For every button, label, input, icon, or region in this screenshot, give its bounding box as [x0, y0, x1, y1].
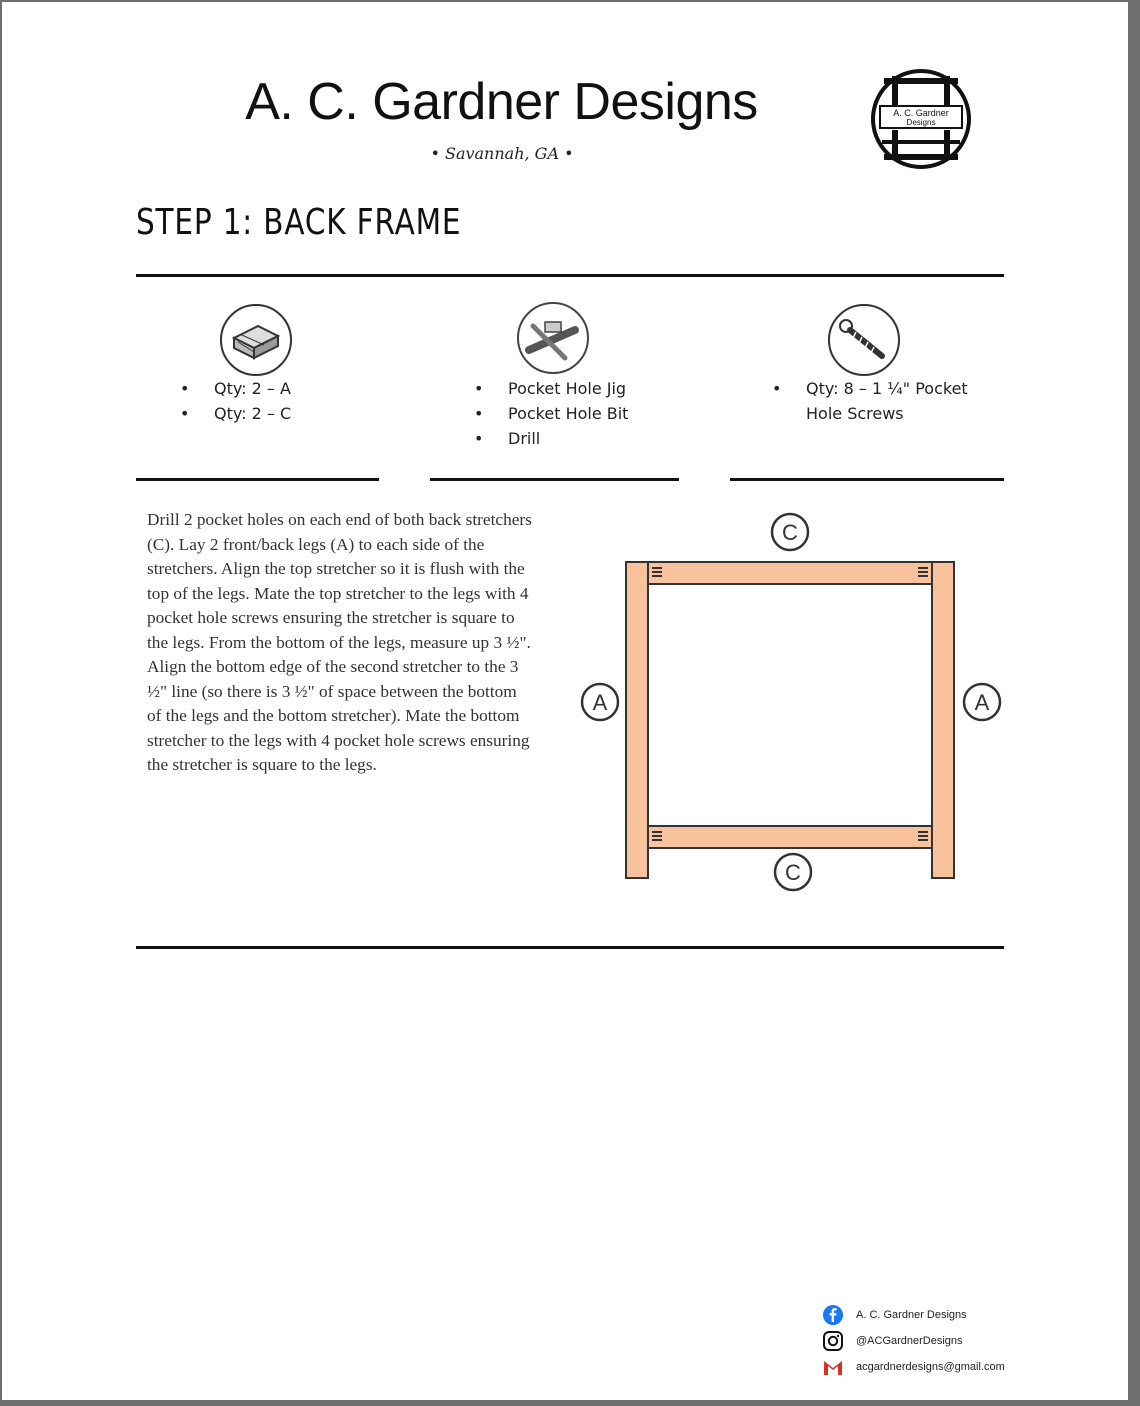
divider-top — [136, 274, 1004, 277]
list-item: • Qty: 2 – C — [180, 401, 291, 426]
document-page — [2, 2, 1128, 1400]
list-item: • Qty: 8 – 1 ¼" Pocket Hole Screws — [772, 376, 972, 426]
label-left — [582, 684, 618, 720]
step-title: STEP 1: BACK FRAME — [136, 202, 462, 243]
stretcher-bottom — [648, 826, 932, 848]
email-address: acgardnerdesigns@gmail.com — [856, 1361, 1005, 1373]
svg-text:C: C — [785, 860, 801, 885]
footer-facebook[interactable] — [822, 1302, 1062, 1328]
label-right — [964, 684, 1000, 720]
instagram-handle: @ACGardnerDesigns — [856, 1335, 963, 1347]
facebook-icon — [822, 1304, 844, 1326]
facebook-handle: A. C. Gardner Designs — [856, 1309, 967, 1321]
brand-location: • Savannah, GA • — [430, 144, 574, 163]
list-item: • Pocket Hole Jig — [474, 376, 628, 401]
screw-icon — [826, 302, 902, 378]
instructions-text: Drill 2 pocket holes on each end of both back stretchers (C). Lay 2 front/back legs (A) to each side of the stretchers. Align the top stretcher so it is flush with the top of the legs. Mate the top stretcher to the legs with 4 pocket hole screws ensuring the stretcher is square to the legs. From the bottom of the legs, measure up 3 ½". Align the bottom edge of the second stretcher to the 3 ½" line (so there is 3 ½" of space between the bottom of the legs and the bottom stretcher). Mate the bottom stretcher to the legs with 4 pocket hole screws ensuring the stretcher is square to the legs. — [147, 510, 532, 774]
svg-text:C: C — [782, 520, 798, 545]
brand-title: A. C. Gardner Designs — [245, 73, 758, 131]
divider-col-1 — [136, 478, 379, 481]
logo-text-line2: Designs — [906, 118, 936, 127]
stretcher-top — [648, 562, 932, 584]
back-frame-diagram — [562, 502, 1022, 902]
label-top — [772, 514, 808, 550]
leg-left — [626, 562, 648, 878]
divider-bottom — [136, 946, 1004, 949]
list-item: • Drill — [474, 426, 628, 451]
tools-list — [474, 376, 628, 451]
pocket-hole-marks — [652, 568, 928, 840]
pocket-hole-jig-icon — [515, 300, 591, 376]
lumber-stack-icon — [218, 302, 294, 378]
list-item: • Pocket Hole Bit — [474, 401, 628, 426]
label-bottom — [775, 854, 811, 890]
divider-col-2 — [430, 478, 679, 481]
materials-list — [180, 376, 291, 426]
hardware-list — [772, 376, 972, 426]
leg-right — [932, 562, 954, 878]
footer-instagram[interactable] — [822, 1328, 1062, 1354]
divider-col-3 — [730, 478, 1004, 481]
footer-email[interactable] — [822, 1354, 1062, 1380]
gmail-icon — [822, 1356, 844, 1378]
logo-text-line1: A. C. Gardner — [893, 108, 949, 118]
svg-text:A: A — [974, 690, 990, 715]
brand-logo — [870, 68, 972, 170]
instagram-icon — [822, 1330, 844, 1352]
list-item: • Qty: 2 – A — [180, 376, 291, 401]
svg-text:A: A — [592, 690, 608, 715]
contact-footer — [822, 1302, 1062, 1380]
